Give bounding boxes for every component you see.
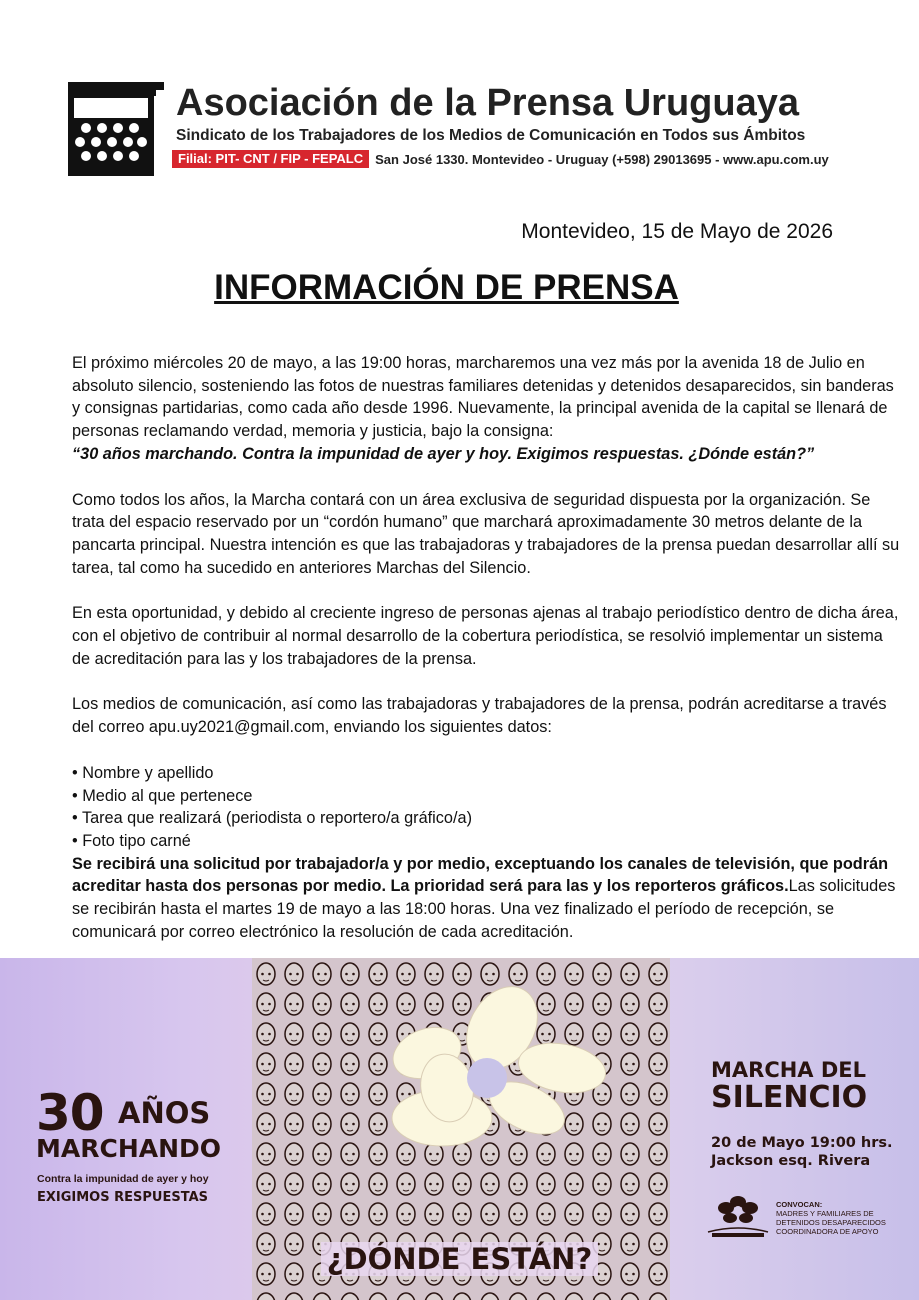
- poster-marcha-del: MARCHA DEL: [711, 1058, 867, 1082]
- list-item: • Foto tipo carné: [72, 830, 902, 853]
- poster-event-details: [711, 1134, 893, 1170]
- poster-30: 30: [36, 1084, 104, 1142]
- poster-marchando: MARCHANDO: [36, 1134, 222, 1163]
- slogan-quote: “30 años marchando. Contra la impunidad de ayer y hoy. Exigimos respuestas. ¿Dónde están?”: [72, 444, 815, 463]
- required-data-list: [72, 762, 902, 853]
- filial-badge: Filial: PIT- CNT / FIP - FEPALC: [172, 150, 369, 168]
- poster-fecha: 20 de Mayo 19:00 hrs.: [711, 1135, 893, 1151]
- poster-exigimos: EXIGIMOS RESPUESTAS: [37, 1190, 208, 1205]
- paragraph-4-text: Los medios de comunicación, así como las trabajadoras y trabajadores de la prensa, podrán acreditarse a través del correo apu.uy2021@gmail.com, enviando los siguientes datos:: [72, 695, 887, 737]
- paragraph-2: Como todos los años, la Marcha contará con un área exclusiva de seguridad dispuesta por la organización. Se trata del espacio reservado por un “cordón humano” que marchará aproximadamente 30 metros delante de la pancarta principal. Nuestra intención es que las trabajadoras y trabajadores de la prensa puedan desarrollar allí su tarea, tal como ha sucedido en anteriores Marchas del Silencio.: [72, 490, 900, 577]
- paragraph-1: [72, 352, 902, 466]
- madres-familiares-logo: [704, 1192, 772, 1242]
- convocan-title: CONVOCAN:: [776, 1200, 823, 1209]
- paragraph-4: [72, 693, 902, 738]
- convocan-org-3: COORDINADORA DE APOYO: [776, 1227, 879, 1236]
- list-item: • Tarea que realizará (periodista o reportero/a gráfico/a): [72, 807, 902, 830]
- org-subtitle: Sindicato de los Trabajadores de los Medios de Comunicación en Todos sus Ámbitos: [176, 127, 806, 144]
- convocan-org-2: DETENIDOS DESAPARECIDOS: [776, 1218, 886, 1227]
- poster-silencio: SILENCIO: [711, 1080, 868, 1115]
- org-contact-line: [172, 150, 829, 168]
- poster-donde-estan: [0, 1242, 919, 1276]
- apu-typewriter-logo: [66, 80, 166, 178]
- convocan-org-1: MADRES Y FAMILIARES DE: [776, 1209, 874, 1218]
- paragraph-3: En esta oportunidad, y debido al creciente ingreso de personas ajenas al trabajo periodístico dentro de dicha área, con el objetivo de contribuir al normal desarrollo de la cobertura periodística, se resolvió implementar un sistema de acreditación para las y los trabajadores de la prensa.: [72, 604, 899, 668]
- org-address: San José 1330. Montevideo - Uruguay (+598) 29013695 - www.apu.com.uy: [375, 151, 829, 167]
- paragraph-5: [72, 853, 902, 944]
- paragraph-1-text: El próximo miércoles 20 de mayo, a las 19:00 horas, marcharemos una vez más por la avenida 18 de Julio en absoluto silencio, sosteniendo las fotos de nuestras familiares detenidas y detenidos desaparecidos, sin banderas y consignas partidarias, como cada año desde 1996. Nuevamente, la principal avenida de la capital se llenará de personas reclamando verdad, memoria y justicia, bajo la consigna:: [72, 354, 894, 441]
- letterhead: [66, 80, 836, 180]
- list-item: • Nombre y apellido: [72, 762, 902, 785]
- document-title: INFORMACIÓN DE PRENSA: [214, 268, 679, 307]
- donde-estan-text: ¿DÓNDE ESTÁN?: [321, 1242, 599, 1276]
- paragraph-5-bold: Se recibirá una solicitud por trabajador/a y por medio, exceptuando los canales de televisión, que podrán acreditar hasta dos personas por medio. La prioridad será para las y los reporteros gráficos.: [72, 854, 889, 896]
- marcha-poster: [0, 958, 919, 1300]
- list-item: • Medio al que pertenece: [72, 785, 902, 808]
- poster-convocan: [776, 1200, 886, 1236]
- document-body: [72, 352, 902, 966]
- org-name: Asociación de la Prensa Uruguaya: [176, 82, 800, 124]
- paragraph-5-text: Las solicitudes se recibirán hasta el martes 19 de mayo a las 18:00 horas. Una vez finalizado el período de recepción, se comunicará por correo electrónico la resolución de cada acreditación.: [72, 877, 896, 941]
- poster-contra: Contra la impunidad de ayer y hoy: [37, 1173, 209, 1185]
- poster-anos: AÑOS: [118, 1096, 211, 1130]
- poster-lugar: Jackson esq. Rivera: [711, 1153, 871, 1169]
- document-date: Montevideo, 15 de Mayo de 2026: [521, 220, 833, 243]
